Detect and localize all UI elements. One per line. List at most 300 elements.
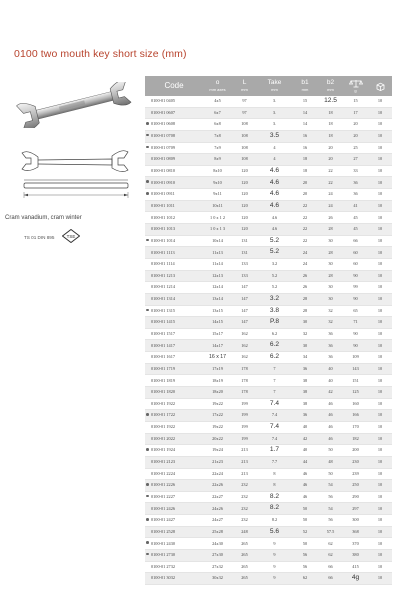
box-qty-cell: 10 xyxy=(368,549,392,561)
column-header-code: Code xyxy=(145,76,203,96)
code-text: 0100-01 1014 xyxy=(151,237,175,243)
length-cell: 232 xyxy=(232,491,257,503)
weight-cell: 90 xyxy=(343,293,368,305)
weight-cell: 20 xyxy=(343,119,368,131)
code-cell xyxy=(145,293,203,305)
code-text: 0100-01 1517 xyxy=(151,330,175,336)
take-cell: 7.4 xyxy=(257,433,292,445)
b1-cell: 22 xyxy=(292,200,318,212)
b2-cell: 20 xyxy=(318,142,343,154)
bullet-icon xyxy=(146,239,149,242)
weight-cell: 90 xyxy=(343,340,368,352)
box-qty-cell: 10 xyxy=(368,398,392,410)
length-cell: 120 xyxy=(232,224,257,236)
table-row xyxy=(145,258,392,270)
size-cell: 7x9 xyxy=(203,142,232,154)
size-cell: 13x15 xyxy=(203,305,232,317)
code-cell xyxy=(145,538,203,550)
column-header-length: L mm xyxy=(232,76,257,96)
take-cell: 6.2 xyxy=(257,340,292,352)
length-cell: 147 xyxy=(232,293,257,305)
b1-cell: 26 xyxy=(292,270,318,282)
weight-cell: 415 xyxy=(343,561,368,573)
b1-cell: 28 xyxy=(292,293,318,305)
weight-cell: 290 xyxy=(343,491,368,503)
code-text: 0100-01 2427 xyxy=(151,517,175,523)
box-qty-cell: 10 xyxy=(368,573,392,585)
b2-cell: 54 xyxy=(318,480,343,492)
table-row xyxy=(145,503,392,515)
b1-cell: 30 xyxy=(292,340,318,352)
code-text: 0100-01 1922 xyxy=(151,424,175,430)
take-cell: 3.2 xyxy=(257,293,292,305)
code-text: 0100-01 2430 xyxy=(151,540,175,546)
table-row xyxy=(145,328,392,340)
code-cell xyxy=(145,549,203,561)
b1-cell: 56 xyxy=(292,561,318,573)
weight-cell: 230 xyxy=(343,456,368,468)
size-cell: 18x19 xyxy=(203,375,232,387)
table-row xyxy=(145,165,392,177)
weight-cell: 25 xyxy=(343,142,368,154)
weight-cell: 33 xyxy=(343,165,368,177)
b2-cell: 30 xyxy=(318,235,343,247)
length-cell: 248 xyxy=(232,526,257,538)
weight-cell: 20 xyxy=(343,130,368,142)
weight-cell: 45 xyxy=(343,212,368,224)
b1-cell: 22 xyxy=(292,224,318,236)
box-qty-cell: 10 xyxy=(368,410,392,422)
box-qty-cell: 10 xyxy=(368,293,392,305)
code-cell xyxy=(145,363,203,375)
code-text: 0100-01 1214 xyxy=(151,284,175,290)
code-text: 0100-01 0810 xyxy=(151,168,175,174)
size-cell: 8x10 xyxy=(203,165,232,177)
weight-cell: 370 xyxy=(343,538,368,550)
b1-cell: 20 xyxy=(292,189,318,201)
box-qty-cell: 10 xyxy=(368,456,392,468)
b1-cell: 32 xyxy=(292,328,318,340)
length-cell: 108 xyxy=(232,130,257,142)
box-qty-cell: 10 xyxy=(368,224,392,236)
box-qty-cell: 10 xyxy=(368,515,392,527)
weight-cell: 160 xyxy=(343,398,368,410)
length-cell: 213 xyxy=(232,468,257,480)
length-cell: 120 xyxy=(232,212,257,224)
weight-cell: 4g xyxy=(343,573,368,585)
take-cell: 4.6 xyxy=(257,224,292,236)
code-cell xyxy=(145,154,203,166)
length-cell: 133 xyxy=(232,258,257,270)
box-qty-cell: 10 xyxy=(368,503,392,515)
bullet-icon xyxy=(146,495,149,498)
table-row xyxy=(145,189,392,201)
bullet-icon xyxy=(146,192,149,195)
column-header-take: Take mm xyxy=(257,76,292,96)
b1-cell: 26 xyxy=(292,282,318,294)
take-cell: 8.2 xyxy=(257,503,292,515)
take-cell: 3.8 xyxy=(257,305,292,317)
code-text: 0100-01 1415 xyxy=(151,319,175,325)
b1-cell: 36 xyxy=(292,410,318,422)
code-cell xyxy=(145,305,203,317)
box-qty-cell: 10 xyxy=(368,130,392,142)
size-cell: 6x7 xyxy=(203,107,232,119)
b1-cell: 50 xyxy=(292,503,318,515)
table-row xyxy=(145,340,392,352)
b1-cell: 38 xyxy=(292,375,318,387)
weight-cell: 200 xyxy=(343,445,368,457)
b1-cell: 38 xyxy=(292,398,318,410)
size-cell: 22x27 xyxy=(203,491,232,503)
box-qty-cell: 10 xyxy=(368,433,392,445)
b1-cell: 18 xyxy=(292,165,318,177)
code-cell xyxy=(145,352,203,364)
length-cell: 108 xyxy=(232,119,257,131)
take-cell: 1.7 xyxy=(257,445,292,457)
code-text: 0100-01 0607 xyxy=(151,109,175,115)
weight-cell: 60 xyxy=(343,247,368,259)
size-cell: 10x14 xyxy=(203,235,232,247)
b1-cell: 42 xyxy=(292,433,318,445)
code-text: 0100-01 1417 xyxy=(151,342,175,348)
take-cell: P.8 xyxy=(257,317,292,329)
code-text: 0100-01 1213 xyxy=(151,272,175,278)
size-cell: 9x10 xyxy=(203,177,232,189)
code-text: 0100-01 1314 xyxy=(151,296,175,302)
box-qty-cell: 10 xyxy=(368,340,392,352)
code-cell xyxy=(145,491,203,503)
code-cell xyxy=(145,247,203,259)
code-cell xyxy=(145,515,203,527)
column-header-b2: b2 mm xyxy=(318,76,343,96)
code-cell xyxy=(145,189,203,201)
length-cell: 120 xyxy=(232,189,257,201)
weight-cell: 125 xyxy=(343,387,368,399)
column-header-box xyxy=(368,76,392,96)
b2-cell: 32 xyxy=(318,305,343,317)
length-cell: 147 xyxy=(232,305,257,317)
weight-cell: 109 xyxy=(343,352,368,364)
length-cell: 120 xyxy=(232,165,257,177)
length-cell: 120 xyxy=(232,177,257,189)
code-text: 0100-01 2224 xyxy=(151,470,175,476)
table-row xyxy=(145,130,392,142)
table-row xyxy=(145,317,392,329)
b2-cell: 24 xyxy=(318,189,343,201)
table-row xyxy=(145,421,392,433)
table-row xyxy=(145,235,392,247)
code-cell xyxy=(145,200,203,212)
weight-cell: 99 xyxy=(343,282,368,294)
b1-cell: 20 xyxy=(292,177,318,189)
b2-cell: 54 xyxy=(318,503,343,515)
b2-cell: 66 xyxy=(318,573,343,585)
code-cell xyxy=(145,328,203,340)
weight-cell: 66 xyxy=(343,235,368,247)
code-text: 0100-01 1013 xyxy=(151,226,175,232)
b1-cell: 50 xyxy=(292,515,318,527)
weight-cell: 380 xyxy=(343,549,368,561)
code-cell xyxy=(145,445,203,457)
table-row xyxy=(145,538,392,550)
length-cell: 213 xyxy=(232,445,257,457)
b2-cell: 36 xyxy=(318,340,343,352)
take-cell: 5.2 xyxy=(257,235,292,247)
size-cell: 1 0 x 1 2 xyxy=(203,212,232,224)
size-cell: 18x20 xyxy=(203,387,232,399)
code-text: 0100-01 2426 xyxy=(151,505,175,511)
b2-cell: 36 xyxy=(318,352,343,364)
size-cell: 17x19 xyxy=(203,363,232,375)
size-cell: 21x23 xyxy=(203,456,232,468)
length-cell: 120 xyxy=(232,200,257,212)
take-cell: 7 xyxy=(257,387,292,399)
table-row xyxy=(145,363,392,375)
box-qty-cell: 10 xyxy=(368,445,392,457)
length-cell: 178 xyxy=(232,387,257,399)
take-cell: 5.2 xyxy=(257,270,292,282)
box-qty-cell: 10 xyxy=(368,363,392,375)
take-cell: 6.2 xyxy=(257,352,292,364)
table-row xyxy=(145,456,392,468)
size-cell: 8x9 xyxy=(203,154,232,166)
take-cell: 7 xyxy=(257,363,292,375)
table-row xyxy=(145,270,392,282)
box-qty-cell: 10 xyxy=(368,328,392,340)
length-cell: 108 xyxy=(232,142,257,154)
box-qty-cell: 10 xyxy=(368,107,392,119)
code-cell xyxy=(145,107,203,119)
b1-cell: 52 xyxy=(292,526,318,538)
code-cell xyxy=(145,398,203,410)
box-qty-cell: 10 xyxy=(368,305,392,317)
box-qty-cell: 10 xyxy=(368,177,392,189)
length-cell: 97 xyxy=(232,107,257,119)
take-cell: 3.2 xyxy=(257,258,292,270)
code-text: 0100-01 2528 xyxy=(151,528,175,534)
size-cell: 19x22 xyxy=(203,398,232,410)
b2-cell: 36 xyxy=(318,328,343,340)
length-cell: 97 xyxy=(232,96,257,107)
size-cell: 11x13 xyxy=(203,247,232,259)
weight-cell: 90 xyxy=(343,328,368,340)
page-title: 0100 two mouth key short size (mm) xyxy=(14,48,187,60)
b2-cell: 66 xyxy=(318,561,343,573)
code-text: 0100-01 1722 xyxy=(151,412,175,418)
table-row xyxy=(145,549,392,561)
b1-cell: 18 xyxy=(292,154,318,166)
material-caption: Cram vanadium, cram winter xyxy=(5,215,82,221)
table-row xyxy=(145,387,392,399)
weight-cell: 60 xyxy=(343,258,368,270)
b1-cell: 50 xyxy=(292,538,318,550)
box-qty-cell: 10 xyxy=(368,468,392,480)
box-qty-cell: 10 xyxy=(368,491,392,503)
code-text: 0100-01 0809 xyxy=(151,156,175,162)
code-cell xyxy=(145,387,203,399)
b2-cell: 20 xyxy=(318,154,343,166)
code-cell xyxy=(145,480,203,492)
code-cell xyxy=(145,561,203,573)
code-text: 0100-01 1719 xyxy=(151,365,175,371)
b1-cell: 22 xyxy=(292,212,318,224)
b2-cell: 30 xyxy=(318,258,343,270)
bullet-icon xyxy=(146,518,149,521)
box-qty-cell: 10 xyxy=(368,142,392,154)
weight-cell: 166 xyxy=(343,410,368,422)
b2-cell: 18 xyxy=(318,130,343,142)
code-cell xyxy=(145,410,203,422)
weight-cell: 250 xyxy=(343,480,368,492)
take-cell: 5.2 xyxy=(257,282,292,294)
size-cell: 13x14 xyxy=(203,293,232,305)
weight-cell: 15 xyxy=(343,96,368,107)
standard-label: TS 01 DIN 895 xyxy=(24,235,55,240)
code-cell xyxy=(145,212,203,224)
column-header-weight: g xyxy=(343,76,368,96)
table-row xyxy=(145,293,392,305)
take-cell: 4 xyxy=(257,154,292,166)
code-cell xyxy=(145,317,203,329)
b1-cell: 22 xyxy=(292,235,318,247)
bullet-icon xyxy=(146,553,149,556)
take-cell: 4 xyxy=(257,142,292,154)
size-cell: 30x32 xyxy=(203,573,232,585)
length-cell: 265 xyxy=(232,538,257,550)
weight-cell: 239 xyxy=(343,468,368,480)
weight-cell: 300 xyxy=(343,515,368,527)
box-qty-cell: 10 xyxy=(368,212,392,224)
size-cell: 10x11 xyxy=(203,200,232,212)
length-cell: 162 xyxy=(232,340,257,352)
size-cell: 22x26 xyxy=(203,480,232,492)
size-cell: 22x24 xyxy=(203,468,232,480)
code-text: 0100-01 1820 xyxy=(151,389,175,395)
take-cell: 8 xyxy=(257,480,292,492)
weight-cell: 71 xyxy=(343,317,368,329)
b2-cell: 62 xyxy=(318,549,343,561)
take-cell: 9 xyxy=(257,561,292,573)
box-qty-cell: 10 xyxy=(368,270,392,282)
table-row xyxy=(145,119,392,131)
size-cell: 24x27 xyxy=(203,515,232,527)
size-cell: 14x17 xyxy=(203,340,232,352)
length-cell: 199 xyxy=(232,421,257,433)
weight-cell: 36 xyxy=(343,177,368,189)
b2-cell: 50 xyxy=(318,468,343,480)
b2-cell: 46 xyxy=(318,421,343,433)
b1-cell: 46 xyxy=(292,468,318,480)
table-row xyxy=(145,468,392,480)
column-header-b1: b1 mm xyxy=(292,76,318,96)
code-text: 0100-01 1012 xyxy=(151,214,175,220)
table-row xyxy=(145,305,392,317)
b1-cell: 46 xyxy=(292,480,318,492)
code-text: 0100-01 1617 xyxy=(151,354,175,360)
length-cell: 232 xyxy=(232,503,257,515)
weight-cell: 45 xyxy=(343,224,368,236)
code-text: 0100-01 2123 xyxy=(151,459,175,465)
size-cell: 19x24 xyxy=(203,445,232,457)
size-cell: 7x8 xyxy=(203,130,232,142)
scale-icon xyxy=(349,79,363,88)
code-text: 0100-01 1819 xyxy=(151,377,175,383)
b2-cell: 12.5 xyxy=(318,96,343,107)
weight-cell: 17 xyxy=(343,107,368,119)
length-cell: 199 xyxy=(232,433,257,445)
code-cell xyxy=(145,340,203,352)
take-cell: 7.7 xyxy=(257,456,292,468)
b2-cell: 18 xyxy=(318,119,343,131)
code-cell xyxy=(145,270,203,282)
box-qty-cell: 10 xyxy=(368,387,392,399)
code-cell xyxy=(145,224,203,236)
box-qty-cell: 10 xyxy=(368,119,392,131)
b1-cell: 14 xyxy=(292,119,318,131)
code-text: 0100-01 0709 xyxy=(151,144,175,150)
b1-cell: 38 xyxy=(292,387,318,399)
code-text: 0100-01 1114 xyxy=(151,261,175,267)
b1-cell: 46 xyxy=(292,491,318,503)
table-row xyxy=(145,200,392,212)
b2-cell: 24 xyxy=(318,200,343,212)
wrench-image xyxy=(14,82,134,128)
code-cell xyxy=(145,433,203,445)
table-row xyxy=(145,375,392,387)
table-row xyxy=(145,445,392,457)
weight-cell: 151 xyxy=(343,375,368,387)
code-cell xyxy=(145,235,203,247)
specification-rows xyxy=(145,96,392,584)
code-cell xyxy=(145,456,203,468)
size-cell: 20x22 xyxy=(203,433,232,445)
b1-cell: 62 xyxy=(292,573,318,585)
code-cell xyxy=(145,526,203,538)
take-cell: 6.2 xyxy=(257,328,292,340)
take-cell: 5.6 xyxy=(257,526,292,538)
code-text: 0100-01 0910 xyxy=(151,179,175,185)
take-cell: 3. xyxy=(257,119,292,131)
bullet-icon xyxy=(146,483,149,486)
code-text: 0100-01 0911 xyxy=(151,191,175,197)
take-cell: 7.4 xyxy=(257,410,292,422)
length-cell: 265 xyxy=(232,549,257,561)
table-row xyxy=(145,515,392,527)
code-text: 0100-01 2022 xyxy=(151,435,175,441)
weight-cell: 143 xyxy=(343,363,368,375)
weight-cell: 297 xyxy=(343,503,368,515)
code-cell xyxy=(145,142,203,154)
bullet-icon xyxy=(146,122,149,125)
code-text: 0100-01 1011 xyxy=(151,202,175,208)
b2-cell: 46 xyxy=(318,398,343,410)
table-row xyxy=(145,526,392,538)
size-cell: 11x14 xyxy=(203,258,232,270)
weight-cell: 90 xyxy=(343,270,368,282)
take-cell: 4.6 xyxy=(257,189,292,201)
take-cell: 9 xyxy=(257,573,292,585)
weight-cell: 182 xyxy=(343,433,368,445)
code-text: 0100-01 1315 xyxy=(151,307,175,313)
size-cell: 24x26 xyxy=(203,503,232,515)
box-qty-cell: 10 xyxy=(368,352,392,364)
box-qty-cell: 10 xyxy=(368,480,392,492)
b2-cell: 57.5 xyxy=(318,526,343,538)
code-text: 0100-01 2730 xyxy=(151,552,175,558)
box-qty-cell: 10 xyxy=(368,154,392,166)
size-cell: 12x13 xyxy=(203,270,232,282)
